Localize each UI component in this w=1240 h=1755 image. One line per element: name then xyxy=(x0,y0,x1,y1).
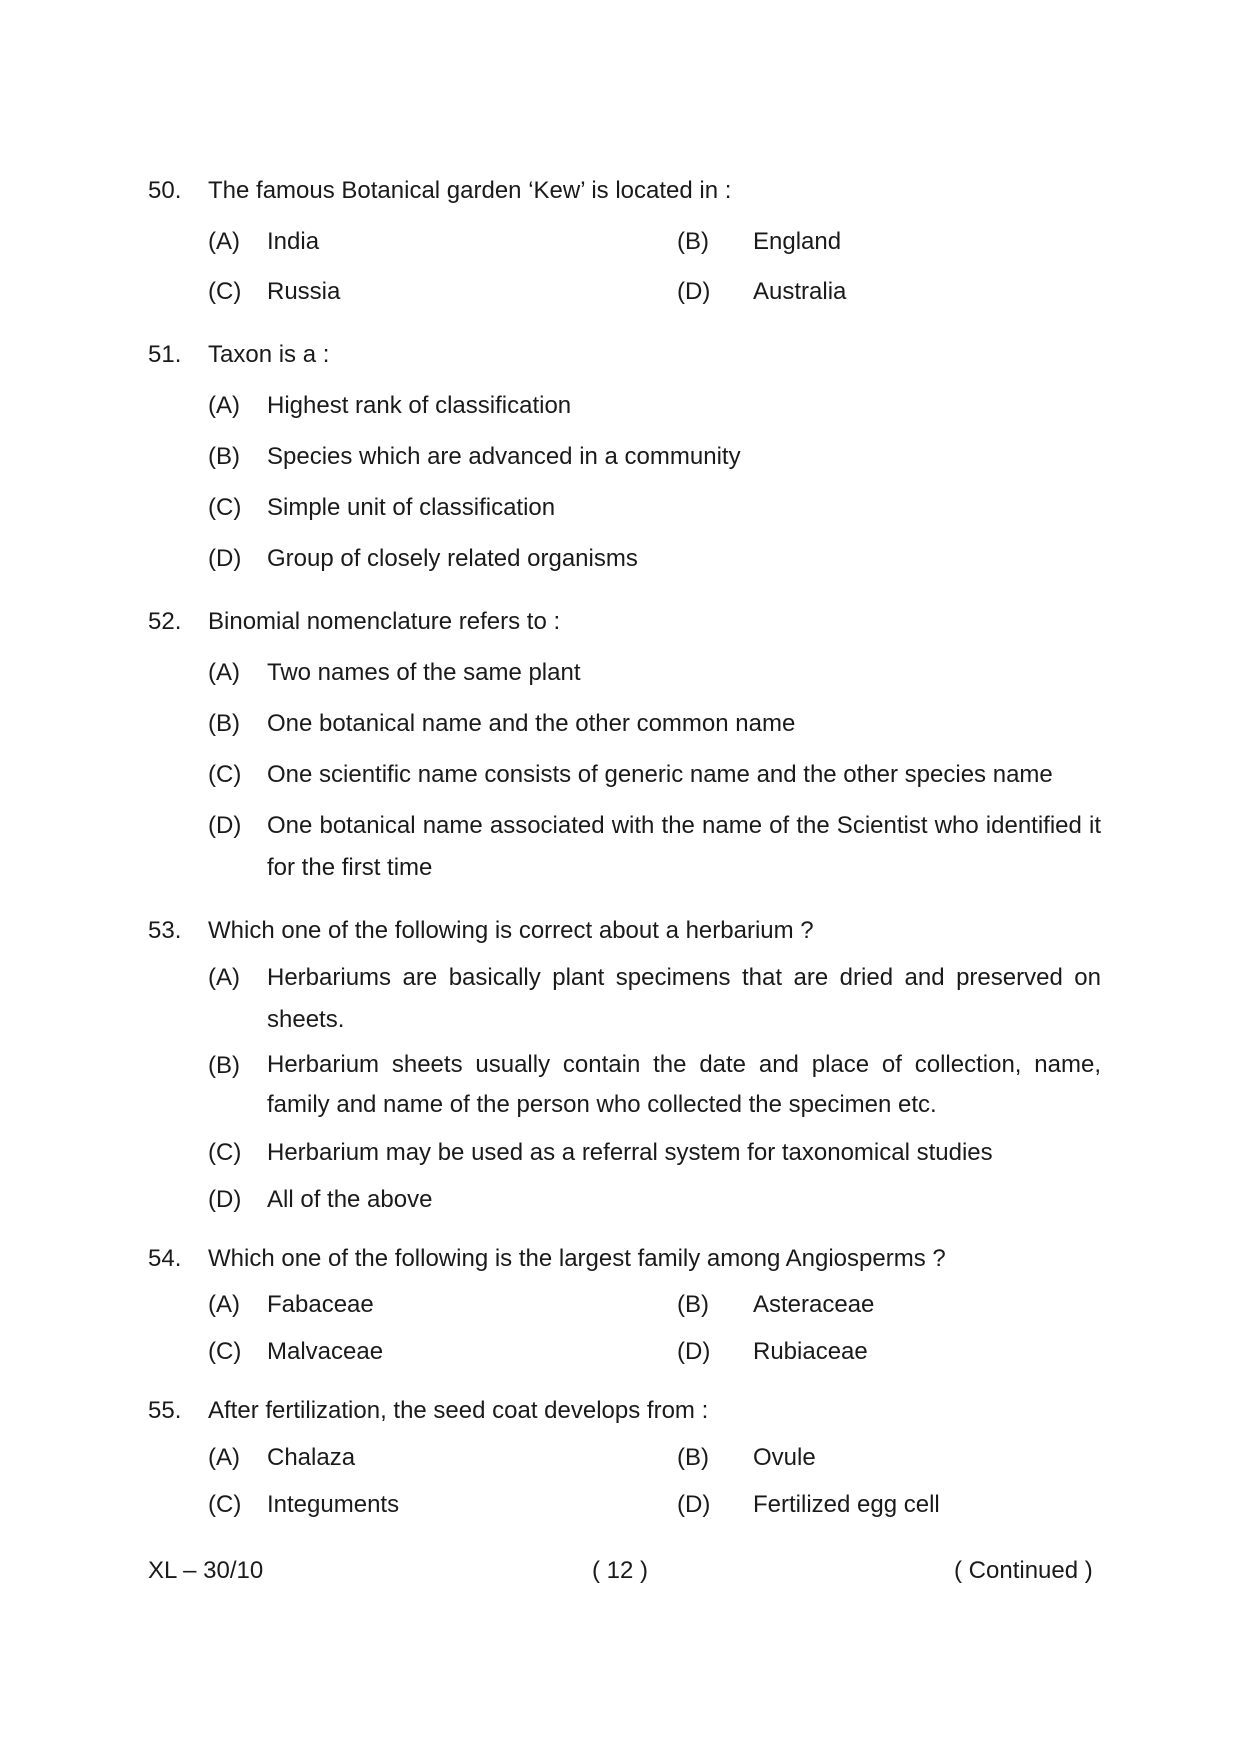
option-label: (C) xyxy=(208,494,242,521)
option-label: (A) xyxy=(208,1444,240,1471)
question-number: 55. xyxy=(148,1397,182,1424)
question-number: 50. xyxy=(148,177,182,204)
option-text: Australia xyxy=(753,278,847,305)
option-text: Species which are advanced in a community xyxy=(267,443,741,470)
option-text: Fertilized egg cell xyxy=(753,1491,940,1518)
option-label: (B) xyxy=(208,443,240,470)
paper-code: XL – 30/10 xyxy=(148,1557,264,1584)
question-number: 54. xyxy=(148,1245,182,1272)
option-label: (C) xyxy=(208,1338,242,1365)
option-label: (D) xyxy=(208,1186,242,1213)
option-label: (D) xyxy=(677,1491,711,1518)
question-text: The famous Botanical garden ‘Kew’ is located in : xyxy=(208,177,732,204)
option-text: All of the above xyxy=(267,1186,433,1213)
option-text: One botanical name and the other common name xyxy=(267,710,796,737)
option-label: (A) xyxy=(208,392,240,419)
option-label: (C) xyxy=(208,278,242,305)
question-text: Taxon is a : xyxy=(208,341,330,368)
option-label: (B) xyxy=(677,228,709,255)
option-text: England xyxy=(753,228,842,255)
option-text: Russia xyxy=(267,278,341,305)
option-text: Highest rank of classification xyxy=(267,392,572,419)
page-number: ( 12 ) xyxy=(592,1557,649,1584)
option-label: (C) xyxy=(208,1139,242,1166)
option-label: (A) xyxy=(208,228,240,255)
option-text: Simple unit of classification xyxy=(267,494,556,521)
option-text: Rubiaceae xyxy=(753,1338,868,1365)
option-text: One botanical name associated with the name of the Scientist who identified it for the first time xyxy=(267,812,1101,881)
option-text: One scientific name consists of generic name and the other species name xyxy=(267,761,1053,788)
option-text: Herbariums are basically plant specimens that are dried and preserved on sheets. xyxy=(267,964,1101,1033)
option-label: (B) xyxy=(208,1052,240,1079)
option-label: (D) xyxy=(677,278,711,305)
option-label: (A) xyxy=(208,964,240,991)
question-text: After fertilization, the seed coat develops from : xyxy=(208,1397,709,1424)
option-text: India xyxy=(267,228,320,255)
option-label: (A) xyxy=(208,1291,240,1318)
option-text: Herbarium may be used as a referral system for taxonomical studies xyxy=(267,1139,993,1166)
option-text: Fabaceae xyxy=(267,1291,374,1318)
continued-label: ( Continued ) xyxy=(954,1557,1093,1584)
option-label: (B) xyxy=(208,710,240,737)
option-label: (A) xyxy=(208,659,240,686)
option-text: Ovule xyxy=(753,1444,816,1471)
option-text: Integuments xyxy=(267,1491,400,1518)
option-text: Asteraceae xyxy=(753,1291,875,1318)
question-number: 52. xyxy=(148,608,182,635)
option-label: (C) xyxy=(208,761,242,788)
option-label: (D) xyxy=(208,812,242,839)
option-text: Group of closely related organisms xyxy=(267,545,638,572)
question-number: 51. xyxy=(148,341,182,368)
question-text: Which one of the following is the largest family among Angiosperms ? xyxy=(208,1245,946,1272)
option-label: (B) xyxy=(677,1444,709,1471)
option-text: Two names of the same plant xyxy=(267,659,581,686)
option-text: Malvaceae xyxy=(267,1338,384,1365)
question-text: Binomial nomenclature refers to : xyxy=(208,608,561,635)
option-text: Chalaza xyxy=(267,1444,356,1471)
option-label: (C) xyxy=(208,1491,242,1518)
question-number: 53. xyxy=(148,917,182,944)
option-label: (D) xyxy=(208,545,242,572)
option-label: (B) xyxy=(677,1291,709,1318)
option-label: (D) xyxy=(677,1338,711,1365)
question-text: Which one of the following is correct about a herbarium ? xyxy=(208,917,814,944)
option-text: Herbarium sheets usually contain the date and place of collection, name, family and name of the person who collected the specimen etc. xyxy=(267,1051,1101,1118)
